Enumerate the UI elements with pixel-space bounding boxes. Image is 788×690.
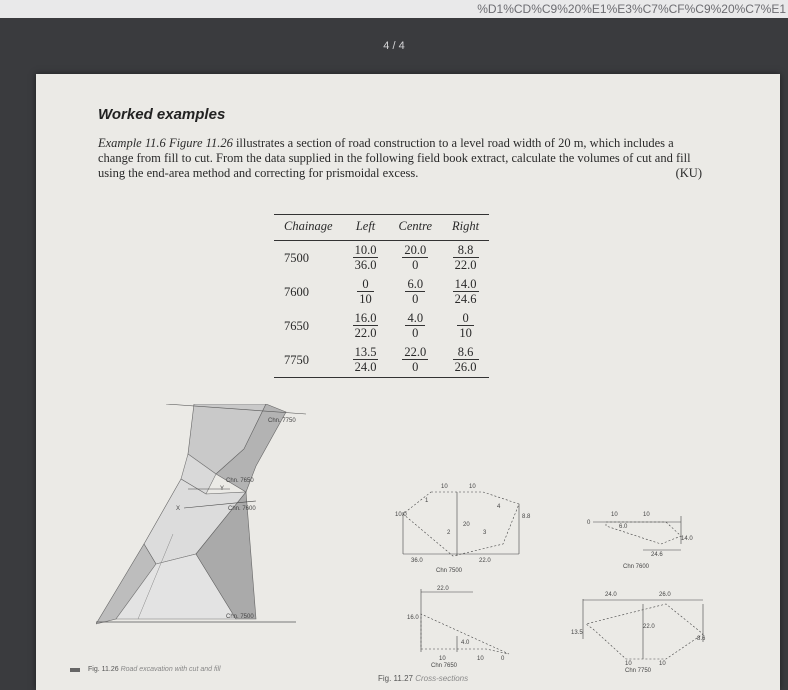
col-left: Left: [343, 215, 389, 241]
svg-text:22.0: 22.0: [643, 624, 655, 630]
svg-text:16.0: 16.0: [407, 615, 419, 621]
document-page: [36, 74, 780, 690]
figure-reference: Figure 11.26: [168, 136, 233, 150]
svg-text:10: 10: [439, 656, 446, 662]
centre-cell: $\frac{4.0}{0}$: [407, 311, 424, 340]
chainage-cell: 7600: [284, 284, 309, 299]
svg-text:1: 1: [425, 498, 429, 504]
left-cell: $\frac{13.5}{24.0}$: [354, 345, 377, 374]
chn-7600-title: Chn 7600: [623, 564, 650, 570]
chn-7500-title: Chn 7500: [436, 568, 463, 574]
svg-text:0: 0: [501, 656, 505, 662]
svg-text:4.0: 4.0: [461, 640, 470, 646]
table-row: [274, 241, 489, 276]
svg-text:10: 10: [477, 656, 484, 662]
fig-11-26-caption: Fig. 11.26 Road excavation with cut and fill: [88, 666, 221, 673]
chn-7650-label: Chn. 7650: [226, 478, 254, 484]
svg-text:10: 10: [611, 512, 618, 518]
example-paragraph: [98, 136, 702, 181]
col-right: Right: [442, 215, 489, 241]
chainage-cell: 7500: [284, 250, 309, 265]
svg-text:26.0: 26.0: [659, 592, 671, 598]
svg-text:22.0: 22.0: [479, 558, 491, 564]
svg-text:24.6: 24.6: [651, 552, 663, 558]
svg-text:0: 0: [587, 520, 591, 526]
chn-7750-label: Chn. 7750: [268, 418, 296, 424]
svg-text:10: 10: [469, 484, 476, 490]
centre-cell: $\frac{6.0}{0}$: [407, 277, 424, 306]
taskbar-icon[interactable]: [70, 668, 80, 672]
svg-text:10: 10: [441, 484, 448, 490]
chainage-cell: 7750: [284, 352, 309, 367]
right-cell: $\frac{8.6}{26.0}$: [454, 345, 477, 374]
right-cell: $\frac{8.8}{22.0}$: [454, 243, 477, 272]
table-row: [274, 275, 489, 309]
left-cell: $\frac{10.0}{36.0}$: [354, 243, 377, 272]
section-heading: Worked examples: [98, 106, 226, 123]
table-header-row: [274, 215, 489, 241]
figure-11-27-cross-sections: [381, 464, 761, 674]
svg-text:8.8: 8.8: [522, 514, 531, 520]
svg-text:36.0: 36.0: [411, 558, 423, 564]
table-row: [274, 343, 489, 378]
chn-7600-label: Chn. 7600: [228, 506, 256, 512]
right-cell: $\frac{0}{10}$: [459, 311, 472, 340]
section-chn-7600: [593, 516, 681, 550]
svg-text:14.0: 14.0: [681, 536, 693, 542]
centre-cell: $\frac{20.0}{0}$: [404, 243, 427, 272]
right-cell: $\frac{14.0}{24.6}$: [454, 277, 477, 306]
example-label: Example 11.6: [98, 136, 166, 150]
figure-11-26-road-excavation: [96, 404, 336, 644]
svg-text:22.0: 22.0: [437, 586, 449, 592]
chn-7750-title: Chn 7750: [625, 668, 652, 674]
example-body: illustrates a section of road construction to a level road width of 20 m, which includes a change from fill to cut. From the data supplied in the following field book extract, calculate the volumes of cut and fill using the end-area method and correcting for prismoidal excess.: [98, 136, 691, 180]
svg-text:13.5: 13.5: [571, 630, 583, 636]
fig-11-27-caption: Fig. 11.27 Cross-sections: [378, 674, 469, 683]
svg-text:8.6: 8.6: [697, 636, 706, 642]
svg-text:10: 10: [659, 661, 666, 667]
left-cell: $\frac{16.0}{22.0}$: [354, 311, 377, 340]
ku-tag: (KU): [675, 166, 702, 180]
chainage-cell: 7650: [284, 318, 309, 333]
svg-text:3: 3: [483, 530, 487, 536]
centre-cell: $\frac{22.0}{0}$: [404, 345, 427, 374]
chn-7500-label: Chn. 7500: [226, 614, 254, 620]
browser-url-bar[interactable]: [0, 0, 788, 18]
col-chainage: Chainage: [274, 215, 343, 241]
svg-text:20: 20: [463, 522, 470, 528]
field-book-table: [274, 214, 489, 378]
table-row: [274, 309, 489, 343]
pdf-viewer: [0, 18, 788, 690]
chn-7650-title: Chn 7650: [431, 663, 458, 669]
svg-text:24.0: 24.0: [605, 592, 617, 598]
svg-text:10.0: 10.0: [395, 512, 407, 518]
section-chn-7500: [403, 492, 519, 556]
svg-text:10: 10: [643, 512, 650, 518]
left-cell: $\frac{0}{10}$: [359, 277, 372, 306]
svg-text:6.0: 6.0: [619, 524, 628, 530]
page-indicator: 4 / 4: [383, 40, 405, 52]
url-text: %D1%CD%C9%20%E1%E3%C7%CF%C9%20%C7%E1: [477, 2, 786, 16]
svg-text:4: 4: [497, 504, 501, 510]
svg-text:2: 2: [447, 530, 451, 536]
col-centre: Centre: [388, 215, 442, 241]
svg-text:10: 10: [625, 661, 632, 667]
y-label: Y: [220, 486, 225, 492]
x-label: X: [176, 506, 181, 512]
